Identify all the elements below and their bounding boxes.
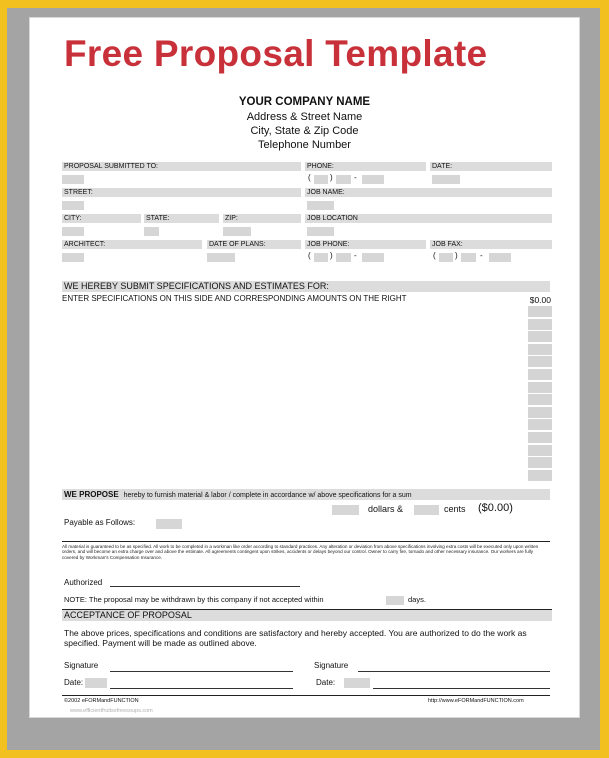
date-label: DATE:	[430, 162, 552, 171]
footer-url[interactable]: http://www.eFORMandFUNCTION.com	[428, 698, 524, 704]
job-phone-line[interactable]	[362, 253, 384, 262]
job-phone-dash: -	[354, 251, 357, 260]
signature-line-right[interactable]	[358, 671, 550, 672]
authorized-line[interactable]	[110, 586, 300, 587]
payable-label: Payable as Follows:	[64, 518, 136, 527]
phone-paren-close: )	[330, 173, 333, 182]
acceptance-text: The above prices, specifications and conditions are satisfactory and hereby accepted. You are authorized to do the work as specified. Payment will be made as outlined above.	[64, 628, 527, 648]
amount-cell[interactable]	[528, 331, 552, 342]
dollars-label: dollars &	[368, 504, 404, 514]
total-amount: ($0.00)	[478, 502, 513, 514]
job-fax-dash: -	[480, 251, 483, 260]
amount-cell[interactable]	[528, 382, 552, 393]
job-location-field[interactable]	[307, 227, 334, 236]
amount-cell[interactable]	[528, 394, 552, 405]
company-phone: Telephone Number	[258, 139, 351, 151]
signature-line-left[interactable]	[110, 671, 293, 672]
amount-cell[interactable]	[528, 470, 552, 481]
document-title: Free Proposal Template	[64, 33, 488, 74]
state-label: STATE:	[144, 214, 219, 223]
amount-cell[interactable]	[528, 344, 552, 355]
city-label: CITY:	[62, 214, 141, 223]
fine-print-divider	[62, 541, 550, 542]
specifications-header: WE HEREBY SUBMIT SPECIFICATIONS AND ESTIMATES FOR:	[62, 281, 550, 292]
zip-field[interactable]	[223, 227, 251, 236]
job-name-label: JOB NAME:	[305, 188, 552, 197]
architect-label: ARCHITECT:	[62, 240, 202, 249]
street-field[interactable]	[62, 201, 84, 210]
date-of-plans-label: DATE OF PLANS:	[207, 240, 301, 249]
amount-cell[interactable]	[528, 369, 552, 380]
job-name-field[interactable]	[307, 201, 334, 210]
architect-field[interactable]	[62, 253, 84, 262]
city-field[interactable]	[62, 227, 84, 236]
footer-divider	[62, 695, 550, 696]
amount-cell[interactable]	[528, 306, 552, 317]
dollars-field[interactable]	[332, 505, 359, 515]
job-phone-label: JOB PHONE:	[305, 240, 426, 249]
date-line-left	[110, 688, 293, 689]
specifications-text-area[interactable]	[62, 304, 522, 484]
street-label: STREET:	[62, 188, 301, 197]
note-days-field[interactable]	[386, 596, 404, 605]
note-text: NOTE: The proposal may be withdrawn by this company if not accepted within	[64, 595, 324, 604]
we-propose-bold: WE PROPOSE	[64, 490, 119, 499]
job-fax-prefix[interactable]	[461, 253, 476, 262]
cents-label: cents	[444, 504, 466, 514]
phone-label: PHONE:	[305, 162, 426, 171]
job-fax-area-code[interactable]	[439, 253, 453, 262]
acceptance-header: ACCEPTANCE OF PROPOSAL	[62, 609, 552, 621]
job-fax-paren-open: (	[433, 251, 436, 260]
proposal-to-label: PROPOSAL SUBMITTED TO:	[62, 162, 301, 171]
authorized-label: Authorized	[64, 578, 103, 587]
cents-field[interactable]	[414, 505, 439, 515]
job-location-label: JOB LOCATION	[305, 214, 552, 223]
phone-line[interactable]	[362, 175, 384, 184]
date-line-right	[373, 688, 550, 689]
date-field-left[interactable]	[85, 678, 107, 688]
job-phone-area-code[interactable]	[314, 253, 328, 262]
company-address: Address & Street Name	[246, 111, 363, 123]
job-phone-paren-open: (	[308, 251, 311, 260]
specifications-instruction: ENTER SPECIFICATIONS ON THIS SIDE AND CORRESPONDING AMOUNTS ON THE RIGHT	[62, 294, 407, 303]
signature-label-right: Signature	[314, 661, 349, 670]
payable-field[interactable]	[156, 519, 182, 529]
signature-label-left: Signature	[64, 661, 99, 670]
job-fax-paren-close: )	[455, 251, 458, 260]
we-propose-bar	[62, 489, 550, 500]
job-phone-paren-close: )	[330, 251, 333, 260]
date-field-right[interactable]	[344, 678, 370, 688]
phone-dash: -	[354, 173, 357, 182]
amount-cell[interactable]	[528, 319, 552, 330]
phone-paren-open: (	[308, 173, 311, 182]
amount-cell[interactable]	[528, 419, 552, 430]
date-of-plans-field[interactable]	[207, 253, 235, 262]
company-name: YOUR COMPANY NAME	[238, 96, 371, 108]
date-label-left: Date:	[64, 678, 84, 687]
job-fax-line[interactable]	[489, 253, 511, 262]
amount-cell[interactable]	[528, 445, 552, 456]
amount-cell[interactable]	[528, 356, 552, 367]
date-field[interactable]	[432, 175, 460, 184]
company-city: City, State & Zip Code	[250, 125, 359, 137]
zip-label: ZIP:	[223, 214, 301, 223]
phone-prefix[interactable]	[336, 175, 351, 184]
note-days-label: days.	[408, 595, 426, 604]
date-label-right: Date:	[316, 678, 336, 687]
proposal-document	[29, 17, 580, 718]
amount-cell[interactable]	[528, 407, 552, 418]
job-phone-prefix[interactable]	[336, 253, 351, 262]
proposal-to-field[interactable]	[62, 175, 84, 184]
specifications-amount: $0.00	[529, 295, 551, 305]
amount-cell[interactable]	[528, 432, 552, 443]
watermark-url: www.efficientfruitsxfreesoups.com	[70, 708, 153, 714]
state-field[interactable]	[144, 227, 159, 236]
we-propose-text: hereby to furnish material & labor / complete in accordance w/ above specifications for a sum	[123, 492, 412, 499]
job-fax-label: JOB FAX:	[430, 240, 552, 249]
amount-cell[interactable]	[528, 457, 552, 468]
phone-area-code[interactable]	[314, 175, 328, 184]
fine-print: All material is guaranteed to be as specified. All work to be completed in a workman like order according to standard practices. Any alteration or deviation from above specifications involving extra costs will be executed only upon written orders, and will become an extra charge over and above the estimate. All agreements contingent upon strikes, accidents or delays beyond our control. Owner to carry fire, tornado and other necessary insurance. Our workers are fully covered by Workman's Compensation Insurance.	[62, 544, 539, 560]
footer-copyright: ©2002 eFORMandFUNCTION	[64, 698, 139, 704]
